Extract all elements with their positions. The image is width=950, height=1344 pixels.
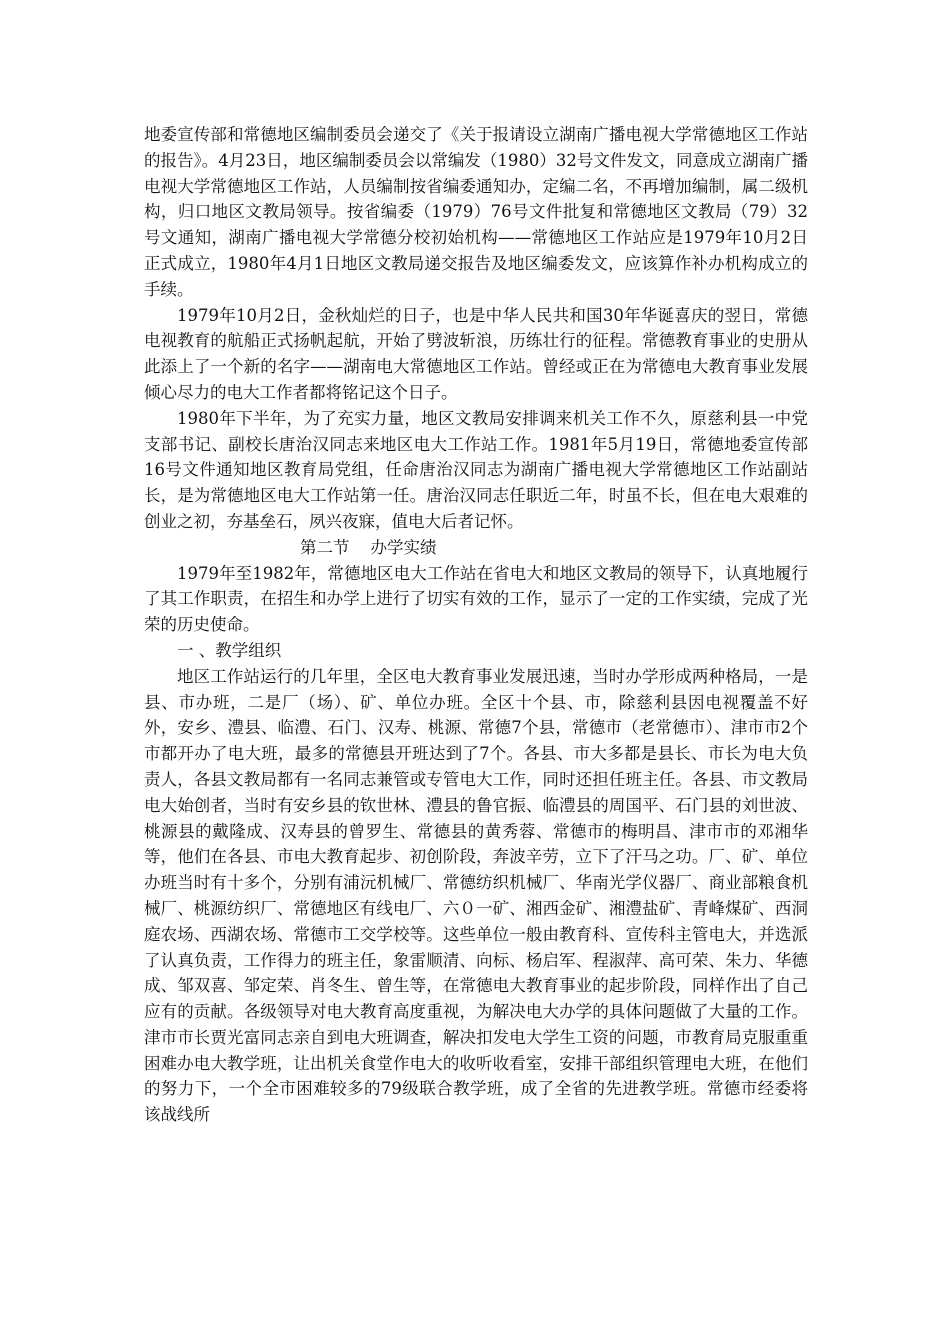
paragraph-continuation: 地委宣传部和常德地区编制委员会递交了《关于报请设立湖南广播电视大学常德地区工作站的报告》。4月23日，地区编制委员会以常编发（1980）32号文件发文，同意成立湖南广播电视大学常德地区工作站，人员编制按省编委通知办，定编二名，不再增加编制，属二级机构，归口地区文教局领导。按省编委（1979）76号文件批复和常德地区文教局（79）32号文通知，湖南广播电视大学常德分校初始机构——常德地区工作站应是1979年10月2日正式成立，1980年4月1日地区文教局递交报告及地区编委发文，应该算作补办机构成立的手续。	[144, 125, 808, 299]
paragraph-first-director: 1980年下半年，为了充实力量，地区文教局安排调来机关工作不久，原慈利县一中党支部书记、副校长唐治汉同志来地区电大工作站工作。1981年5月19日，常德地委宣传部16号文件通知地区教育局党组，任命唐治汉同志为湖南广播电视大学常德地区工作站副站长，是为常德地区电大工作站第一任。唐治汉同志任职近二年，时虽不长，但在电大艰难的创业之初，夯基垒石，夙兴夜寐，值电大后者记怀。	[144, 408, 808, 531]
paragraph-section-intro: 1979年至1982年，常德地区电大工作站在省电大和地区文教局的领导下，认真地履行了其工作职责，在招生和办学上进行了切实有效的工作，显示了一定的工作实绩，完成了光荣的历史使命。	[144, 563, 808, 635]
document-body	[144, 122, 808, 1128]
paragraph-teaching-organization: 地区工作站运行的几年里，全区电大教育事业发展迅速，当时办学形成两种格局，一是县、市办班，二是厂（场）、矿、单位办班。全区十个县、市，除慈利县因电视覆盖不好外，安乡、澧县、临澧、石门、汉寿、桃源、常德7个县，常德市（老常德市）、津市市2个 市都开办了电大班，最多的常德县开班达到了7个。各县、市大多都是县长、市长为电大负责人，各县文教局都有一名同志兼管或专管电大工作，同时还担任班主任。各县、市文教局电大始创者，当时有安乡县的钦世林、澧县的鲁官振、临澧县的周国平、石门县的刘世波、桃源县的戴隆成、汉寿县的曾罗生、常德县的黄秀蓉、常德市的梅明昌、津市市的邓湘华等，他们在各县、市电大教育起步、初创阶段，奔波辛劳，立下了汗马之功。厂、矿、单位办班当时有十多个，分别有浦沅机械厂、常德纺织机械厂、华南光学仪器厂、商业部粮食机械厂、桃源纺织厂、常德地区有线电厂、六０一矿、湘西金矿、湘澧盐矿、青峰煤矿、西洞庭农场、西湖农场、常德市工交学校等。这些单位一般由教育科、宣传科主管电大，并选派了认真负责，工作得力的班主任，象雷顺清、向标、杨启军、程淑萍、高可荣、朱力、华德成、邹双喜、邹定荣、肖冬生、曾生等，在常德电大教育事业的起步阶段，同样作出了自己应有的贡献。各级领导对电大教育高度重视，为解决电大办学的具体问题做了大量的工作。津市市长贾光富同志亲自到电大班调查，解决扣发电大学生工资的问题，市教育局克服重重困难办电大教学班，让出机关食堂作电大的收听收看室，安排干部组织管理电大班，在他们的努力下，一个全市困难较多的79级联合教学班，成了全省的先进教学班。常德市经委将该战线所	[144, 666, 808, 1125]
section-heading: 第二节 办学实绩	[300, 537, 437, 557]
sub-heading-teaching-organization: 一 、教学组织	[177, 640, 282, 660]
paragraph-founding-date: 1979年10月2日，金秋灿烂的日子，也是中华人民共和国30年华诞喜庆的翌日，常德电视教育的航船正式扬帆起航，开始了劈波斩浪，历练壮行的征程。常德教育事业的史册从此添上了一个新的名字——湖南电大常德地区工作站。曾经或正在为常德电大教育事业发展倾心尽力的电大工作者都将铭记这个日子。	[144, 305, 808, 402]
